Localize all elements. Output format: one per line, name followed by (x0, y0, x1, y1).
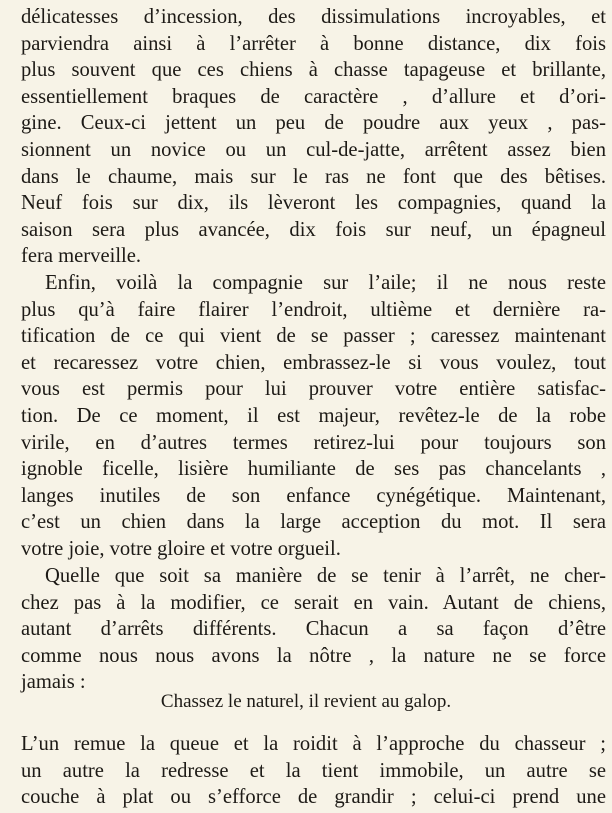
text-line: plus qu’à faire flairer l’endroit, ultième et dernière ra- (21, 298, 606, 321)
text-line: Quelle que soit sa manière de se tenir à l’arrêt, ne cher- (45, 565, 606, 587)
text-line: tion. De ce moment, il est majeur, revêtez-le de la robe (21, 404, 606, 427)
text-line: délicatesses d’incession, des dissimulations incroyables, et (21, 6, 606, 28)
text-line: plus souvent que ces chiens à chasse tapageuse et brillante, (21, 59, 606, 82)
text-line: couche à plat ou s’efforce de grandir ; celui-ci prend une (21, 786, 606, 809)
text-line: Neuf fois sur dix, ils lèveront les compagnies, quand la (21, 192, 606, 215)
text-line: comme nous nous avons la nôtre , la nature ne se force (21, 644, 606, 667)
text-line: dans le chaume, mais sur le ras ne font que des bêtises. (21, 165, 606, 188)
text-line: autant d’arrêts différents. Chacun a sa façon d’être (21, 618, 606, 641)
text-line: fera merveille. (21, 245, 142, 268)
quotation: Chassez le naturel, il revient au galop. (160, 691, 452, 712)
text-line: langes inutiles de son enfance cynégétique. Maintenant, (21, 484, 606, 507)
text-line: L’un remue la queue et la roidit à l’approche du chasseur ; (21, 733, 606, 755)
paragraph-4 (21, 731, 606, 811)
text-line: c’est un chien dans la large acception du mot. Il sera (21, 511, 606, 534)
paragraph-2 (21, 270, 606, 563)
text-line: virile, en d’autres termes retirez-lui pour toujours son (21, 431, 606, 454)
text-line: chez pas à la modifier, ce serait en vain. Autant de chiens, (21, 591, 606, 614)
text-line: jamais : (21, 671, 86, 694)
paragraph-1 (21, 4, 606, 270)
text-line: sionnent un novice ou un cul-de-jatte, arrêtent assez bien (21, 138, 606, 161)
text-line: votre joie, votre gloire et votre orgueil. (21, 537, 341, 560)
text-line: tification de ce qui vient de se passer ; caressez maintenant (21, 325, 606, 348)
text-line: gine. Ceux-ci jettent un peu de poudre aux yeux , pas- (21, 112, 606, 135)
text-line: Enfin, voilà la compagnie sur l’aile; il ne nous reste (45, 272, 606, 294)
text-line: saison sera plus avancée, dix fois sur neuf, un épagneul (21, 218, 606, 241)
text-line: et recaressez votre chien, embrassez-le si vous voulez, tout (21, 351, 606, 374)
paragraph-3 (21, 563, 606, 696)
text-line: vous est permis pour lui prouver votre entière satisfac- (21, 378, 606, 401)
text-line: un autre la redresse et la tient immobile, un autre se (21, 759, 606, 782)
text-line: ignoble ficelle, lisière humiliante de ses pas chancelants , (21, 458, 606, 481)
text-line: parviendra ainsi à l’arrêter à bonne distance, dix fois (21, 32, 606, 55)
text-line: essentiellement braques de caractère , d’allure et d’ori- (21, 85, 606, 108)
